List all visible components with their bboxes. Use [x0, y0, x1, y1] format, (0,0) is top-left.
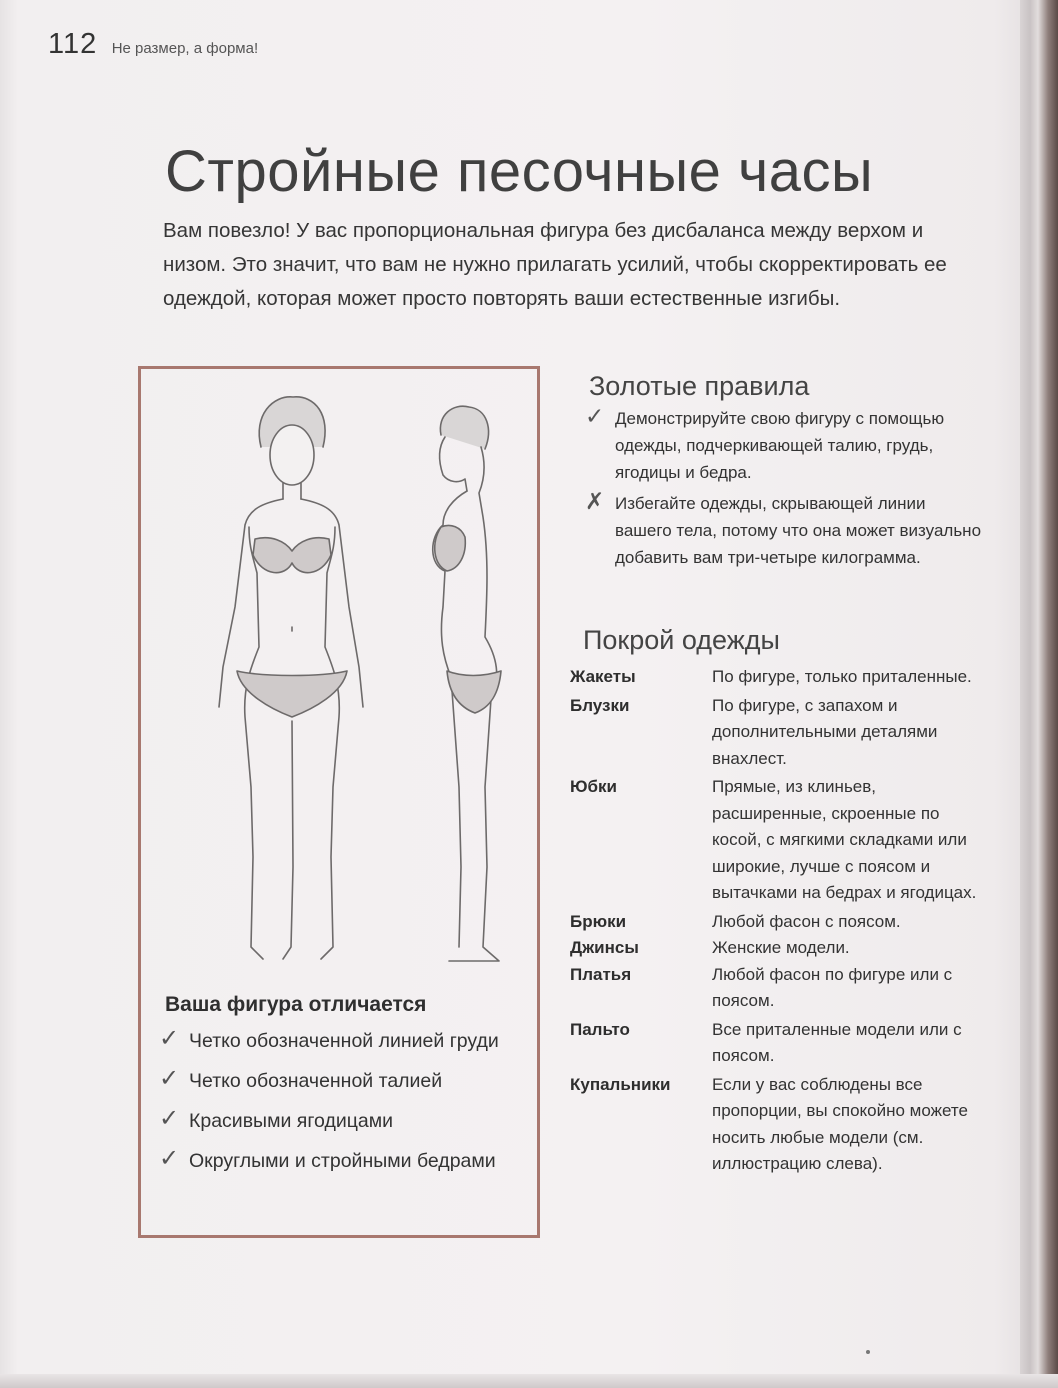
- table-row: Жакеты По фигуре, только приталенные.: [570, 667, 972, 686]
- figure-box: [138, 366, 540, 1238]
- table-row: Платья Любой фасон по фигуре или с поясом.: [570, 964, 953, 1010]
- table-row: Купальники Если у вас соблюдены все пропорции, вы спокойно можете носить любые модели (см. иллюстрацию слева).: [570, 1074, 968, 1173]
- table-row: Брюки Любой фасон с поясом.: [570, 911, 901, 931]
- list-item: ✓ Округлыми и стройными бедрами: [159, 1145, 496, 1172]
- figure-features-title: Ваша фигура отличается: [165, 993, 427, 1016]
- intro-paragraph: Вам повезло! У вас пропорциональная фигура без дисбаланса между верхом и низом. Это значит, что вам не нужно прилагать усилий, чтобы скорректировать ее одеждой, которая может просто повторять ваши естественные изгибы.: [163, 219, 947, 310]
- list-item: ✓ Четко обозначенной линией груди: [159, 1025, 499, 1052]
- front-figure: [219, 397, 363, 959]
- check-icon: ✓: [159, 1065, 180, 1092]
- cross-icon: ✗: [585, 488, 605, 514]
- list-item: ✓ Четко обозначенной талией: [159, 1065, 443, 1092]
- table-row: Джинсы Женские модели.: [570, 938, 850, 957]
- table-row: Блузки По фигуре, с запахом и дополнительными деталями внахлест.: [570, 695, 938, 768]
- list-item: ✓ Демонстрируйте свою фигуру с помощью одежды, подчеркивающей талию, грудь, ягодицы и бедра.: [585, 403, 945, 482]
- cut-table: [570, 664, 990, 1178]
- check-icon: ✓: [159, 1145, 180, 1172]
- body-figures-illustration: [153, 387, 529, 977]
- page-bottom-edge: [0, 1374, 1058, 1388]
- figure-features-list: [159, 1027, 539, 1187]
- golden-rules-list: [585, 405, 985, 575]
- cut-heading: Покрой одежды: [583, 625, 780, 655]
- list-item: ✗ Избегайте одежды, скрывающей линии вашего тела, потому что она может визуально добавить вам три-четыре килограмма.: [585, 488, 982, 567]
- page-speck: [866, 1350, 870, 1354]
- page-header: [48, 28, 258, 61]
- table-row: Пальто Все приталенные модели или с поясом.: [570, 1019, 962, 1065]
- check-icon: ✓: [159, 1025, 180, 1052]
- running-title: Не размер, а форма!: [111, 40, 259, 57]
- book-edge: [1020, 0, 1058, 1388]
- golden-rules-heading: Золотые правила: [589, 371, 810, 401]
- check-icon: ✓: [585, 403, 605, 429]
- table-row: Юбки Прямые, из клиньев, расширенные, скроенные по косой, с мягкими складками или широкие, лучше с поясом и вытачками на бедрах и ягодицах.: [570, 777, 977, 902]
- page-title: Стройные песочные часы: [165, 139, 874, 204]
- check-icon: ✓: [159, 1105, 180, 1132]
- page-number: 112: [48, 28, 98, 60]
- list-item: ✓ Красивыми ягодицами: [159, 1105, 394, 1132]
- side-figure: [433, 406, 501, 961]
